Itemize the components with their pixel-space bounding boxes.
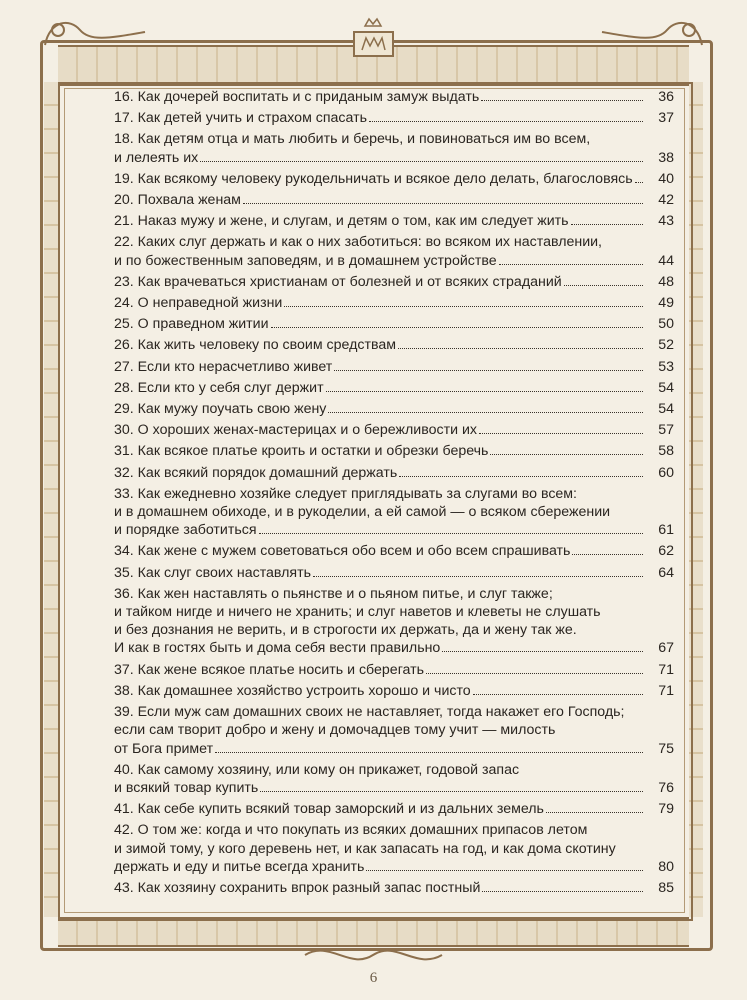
- toc-entry-text: 37. Как жене всякое платье носить и сберегать: [114, 661, 425, 678]
- toc-entry-text: 29. Как мужу поучать свою жену: [114, 401, 327, 418]
- dot-leader: [200, 161, 643, 162]
- toc-entry-text: 30. О хороших женах-мастерицах и о бережливости их: [114, 422, 477, 439]
- toc-entry[interactable]: [114, 400, 674, 418]
- toc-entry[interactable]: [114, 879, 674, 897]
- toc-page-number: 76: [658, 779, 674, 796]
- toc-entry[interactable]: [114, 703, 674, 758]
- toc-entry-text: 34. Как жене с мужем советоваться обо всем и обо всем спрашивать: [114, 543, 571, 560]
- toc-entry-text: 31. Как всякое платье кроить и остатки и обрезки беречь: [114, 443, 489, 460]
- toc-entry[interactable]: [114, 294, 674, 312]
- toc-entry-text: 17. Как детей учить и страхом спасать: [114, 110, 367, 127]
- dot-leader: [442, 651, 643, 652]
- toc-entry[interactable]: [114, 170, 674, 188]
- toc-entry-text: 28. Если кто у себя слуг держит: [114, 379, 324, 396]
- toc-entry-text: держать и еду и питье всегда хранить: [114, 858, 365, 875]
- dot-leader: [284, 306, 643, 307]
- dot-leader: [564, 285, 643, 286]
- toc-entry[interactable]: [114, 379, 674, 397]
- toc-entry[interactable]: [114, 564, 674, 582]
- toc-page-number: 58: [658, 443, 674, 460]
- toc-page-number: 43: [658, 213, 674, 230]
- toc-entry[interactable]: [114, 800, 674, 818]
- dot-leader: [571, 224, 643, 225]
- toc-entry-text: и зимой тому, у кого деревень нет, и как запасать на год, и как дома скотину: [114, 840, 616, 857]
- toc-entry[interactable]: [114, 464, 674, 482]
- toc-entry-text: 41. Как себе купить всякий товар заморский и из дальних земель: [114, 801, 544, 818]
- toc-entry[interactable]: [114, 821, 674, 876]
- dot-leader: [481, 100, 643, 101]
- toc-entry[interactable]: [114, 485, 674, 540]
- toc-entry-text: 20. Похвала женам: [114, 192, 241, 209]
- dot-leader: [259, 533, 643, 534]
- toc-entry-text: 32. Как всякий порядок домашний держать: [114, 464, 398, 481]
- dot-leader: [326, 391, 643, 392]
- toc-entry-text: 21. Наказ мужу и жене, и слугам, и детям о том, как им следует жить: [114, 213, 569, 230]
- toc-entry-text: 24. О неправедной жизни: [114, 295, 283, 312]
- toc-entry-text: и всякий товар купить: [114, 779, 259, 796]
- dot-leader: [399, 476, 643, 477]
- toc-entry[interactable]: [114, 682, 674, 700]
- dot-leader: [426, 673, 643, 674]
- toc-page-number: 52: [658, 337, 674, 354]
- toc-page-number: 85: [658, 879, 674, 896]
- toc-entry-text: И как в гостях быть и дома себя вести правильно: [114, 640, 441, 657]
- toc-page-number: 37: [658, 110, 674, 127]
- dot-leader: [473, 694, 643, 695]
- toc-entry-text: 43. Как хозяину сохранить впрок разный запас постный: [114, 879, 481, 896]
- toc-entry-text: 40. Как самому хозяину, или кому он прикажет, годовой запас: [114, 761, 520, 778]
- toc-entry-text: 33. Как ежедневно хозяйке следует приглядывать за слугами во всем:: [114, 485, 578, 502]
- toc-page-number: 71: [658, 661, 674, 678]
- toc-page-number: 57: [658, 422, 674, 439]
- toc-entry[interactable]: [114, 358, 674, 376]
- toc-entry-text: 23. Как врачеваться христианам от болезней и от всяких страданий: [114, 273, 562, 290]
- toc-page-number: 53: [658, 358, 674, 375]
- dot-leader: [328, 412, 643, 413]
- toc-page-number: 75: [658, 740, 674, 757]
- toc-entry-text: и порядке заботиться: [114, 522, 257, 539]
- toc-page-number: 79: [658, 801, 674, 818]
- dot-leader: [215, 752, 643, 753]
- toc-entry[interactable]: [114, 542, 674, 560]
- table-of-contents: [114, 88, 674, 900]
- toc-entry-text: и в домашнем обиходе, и в рукоделии, а ей самой — о всяком сбережении: [114, 504, 611, 521]
- dot-leader: [572, 554, 643, 555]
- corner-curl-icon: [597, 10, 707, 50]
- toc-entry[interactable]: [114, 233, 674, 269]
- toc-page-number: 67: [658, 640, 674, 657]
- dot-leader: [243, 203, 643, 204]
- toc-page-number: 80: [658, 858, 674, 875]
- toc-entry[interactable]: [114, 336, 674, 354]
- toc-entry[interactable]: [114, 761, 674, 797]
- toc-entry[interactable]: [114, 109, 674, 127]
- dot-leader: [499, 264, 643, 265]
- toc-page-number: 38: [658, 149, 674, 166]
- corner-curl-icon: [40, 10, 150, 50]
- leaf-ornament-icon: [300, 940, 447, 970]
- toc-page-number: 64: [658, 564, 674, 581]
- page-number: 6: [369, 970, 378, 986]
- toc-entry-text: и лелеять их: [114, 149, 199, 166]
- toc-entry-text: 36. Как жен наставлять о пьянстве и о пьяном питье, и слуг также;: [114, 585, 553, 602]
- toc-page-number: 62: [658, 543, 674, 560]
- toc-entry-text: 26. Как жить человеку по своим средствам: [114, 337, 396, 354]
- toc-page-number: 60: [658, 464, 674, 481]
- toc-entry-text: если сам творит добро и жену и домочадцев тому учит — милость: [114, 722, 556, 739]
- toc-entry-text: и без дознания не верить, и в строгости их держать, да и жену так же.: [114, 622, 577, 639]
- toc-entry-text: и по божественным заповедям, и в домашнем устройстве: [114, 252, 497, 269]
- dot-leader: [546, 812, 643, 813]
- toc-entry[interactable]: [114, 315, 674, 333]
- toc-entry[interactable]: [114, 88, 674, 106]
- toc-entry-text: 39. Если муж сам домашних своих не наставляет, тогда накажет его Господь;: [114, 704, 625, 721]
- dot-leader: [635, 182, 643, 183]
- toc-page-number: 50: [658, 316, 674, 333]
- toc-page-number: 54: [658, 401, 674, 418]
- toc-entry[interactable]: [114, 130, 674, 166]
- toc-entry-text: 42. О том же: когда и что покупать из всяких домашних припасов летом: [114, 822, 588, 839]
- dot-leader: [479, 433, 643, 434]
- toc-page-number: 48: [658, 273, 674, 290]
- toc-entry[interactable]: [114, 421, 674, 439]
- toc-entry-text: 19. Как всякому человеку рукодельничать и всякое дело делать, благословясь: [114, 170, 633, 187]
- dot-leader: [482, 891, 643, 892]
- crown-ornament-icon: [340, 14, 407, 60]
- toc-entry-text: 22. Каких слуг держать и как о них заботиться: во всяком их наставлении,: [114, 234, 602, 251]
- toc-entry-text: 27. Если кто нерасчетливо живет: [114, 358, 333, 375]
- toc-entry-text: от Бога примет: [114, 740, 214, 757]
- toc-entry-text: 38. Как домашнее хозяйство устроить хорошо и чисто: [114, 682, 471, 699]
- dot-leader: [271, 327, 643, 328]
- toc-page-number: 61: [658, 522, 674, 539]
- dot-leader: [260, 791, 643, 792]
- toc-entry-text: 18. Как детям отца и мать любить и беречь, и повиноваться им во всем,: [114, 131, 591, 148]
- toc-page-number: 40: [658, 170, 674, 187]
- toc-page-number: 71: [658, 682, 674, 699]
- toc-page-number: 54: [658, 379, 674, 396]
- toc-entry-text: 35. Как слуг своих наставлять: [114, 564, 311, 581]
- toc-page-number: 44: [658, 252, 674, 269]
- toc-entry[interactable]: [114, 273, 674, 291]
- toc-entry-text: 16. Как дочерей воспитать и с приданым замуж выдать: [114, 89, 480, 105]
- dot-leader: [313, 576, 643, 577]
- toc-entry[interactable]: [114, 661, 674, 679]
- toc-page-number: 36: [658, 89, 674, 105]
- left-ornament-band: [44, 82, 58, 917]
- toc-page-number: 42: [658, 192, 674, 209]
- toc-entry[interactable]: [114, 191, 674, 209]
- toc-entry[interactable]: [114, 212, 674, 230]
- dot-leader: [366, 870, 643, 871]
- dot-leader: [334, 370, 643, 371]
- toc-page-number: 49: [658, 295, 674, 312]
- toc-entry-text: 25. О праведном житии: [114, 316, 269, 333]
- toc-entry[interactable]: [114, 585, 674, 658]
- dot-leader: [490, 454, 643, 455]
- dot-leader: [398, 348, 643, 349]
- toc-entry-text: и тайком нигде и ничего не хранить; и слуг наветов и клеветы не слушать: [114, 604, 601, 621]
- dot-leader: [369, 121, 643, 122]
- toc-entry[interactable]: [114, 442, 674, 460]
